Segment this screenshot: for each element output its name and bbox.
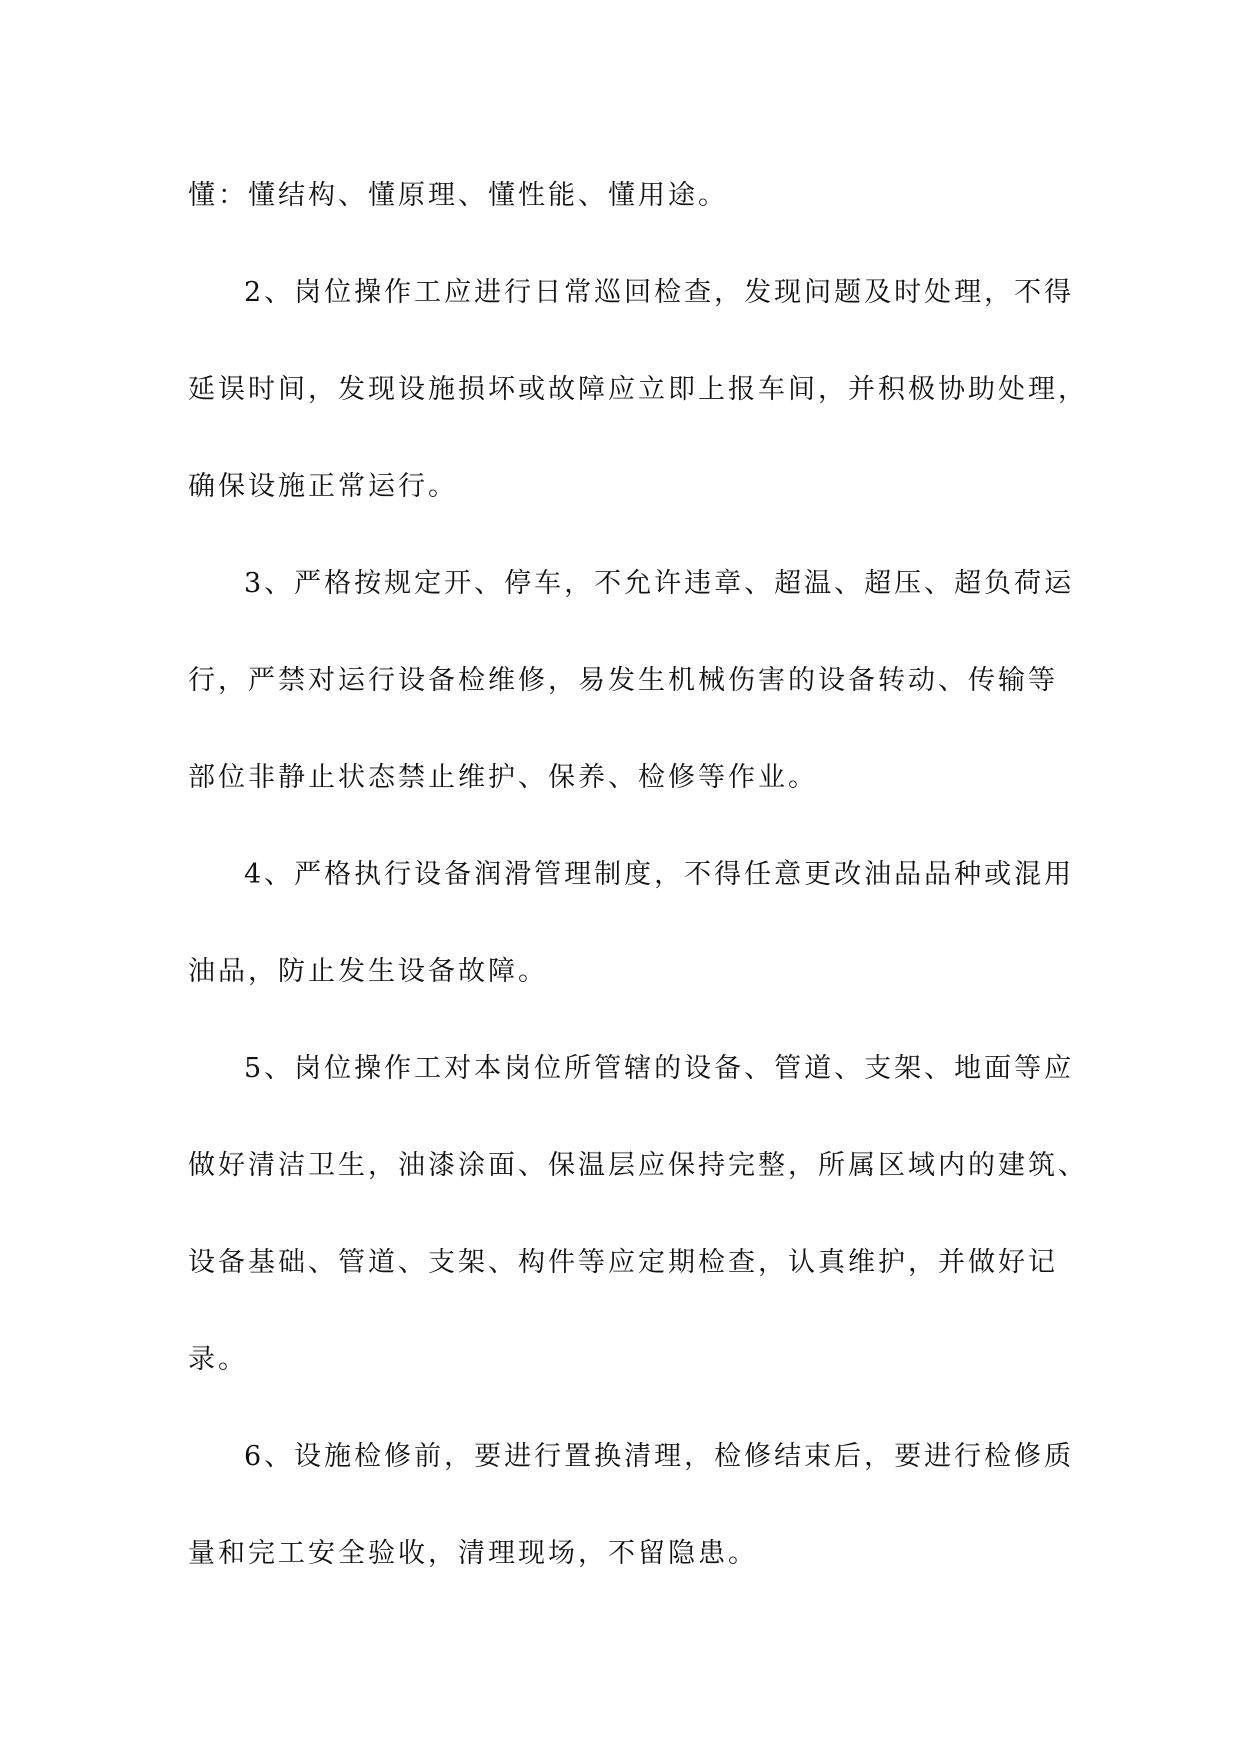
text-line-8: 4、严格执行设备润滑管理制度，不得任意更改油品品种或混用 (244, 859, 1075, 890)
text-line-13: 录。 (188, 1344, 248, 1375)
text-line-2: 2、岗位操作工应进行日常巡回检查，发现问题及时处理，不得 (244, 277, 1075, 308)
text-line-12: 设备基础、管道、支架、构件等应定期检查，认真维护，并做好记 (188, 1247, 1058, 1278)
text-line-3: 延误时间，发现设施损坏或故障应立即上报车间，并积极协助处理， (188, 374, 1088, 405)
text-line-15: 量和完工安全验收，清理现场，不留隐患。 (188, 1538, 758, 1569)
text-line-9: 油品，防止发生设备故障。 (188, 956, 548, 987)
text-line-4: 确保设施正常运行。 (188, 471, 458, 502)
text-line-6: 行，严禁对运行设备检维修，易发生机械伤害的设备转动、传输等 (188, 665, 1058, 696)
text-line-14: 6、设施检修前，要进行置换清理，检修结束后，要进行检修质 (244, 1441, 1075, 1472)
text-line-7: 部位非静止状态禁止维护、保养、检修等作业。 (188, 762, 818, 793)
text-line-1: 懂：懂结构、懂原理、懂性能、懂用途。 (188, 180, 728, 211)
text-line-5: 3、严格按规定开、停车，不允许违章、超温、超压、超负荷运 (244, 568, 1075, 599)
text-line-10: 5、岗位操作工对本岗位所管辖的设备、管道、支架、地面等应 (244, 1053, 1075, 1084)
text-line-11: 做好清洁卫生，油漆涂面、保温层应保持完整，所属区域内的建筑、 (188, 1150, 1088, 1181)
